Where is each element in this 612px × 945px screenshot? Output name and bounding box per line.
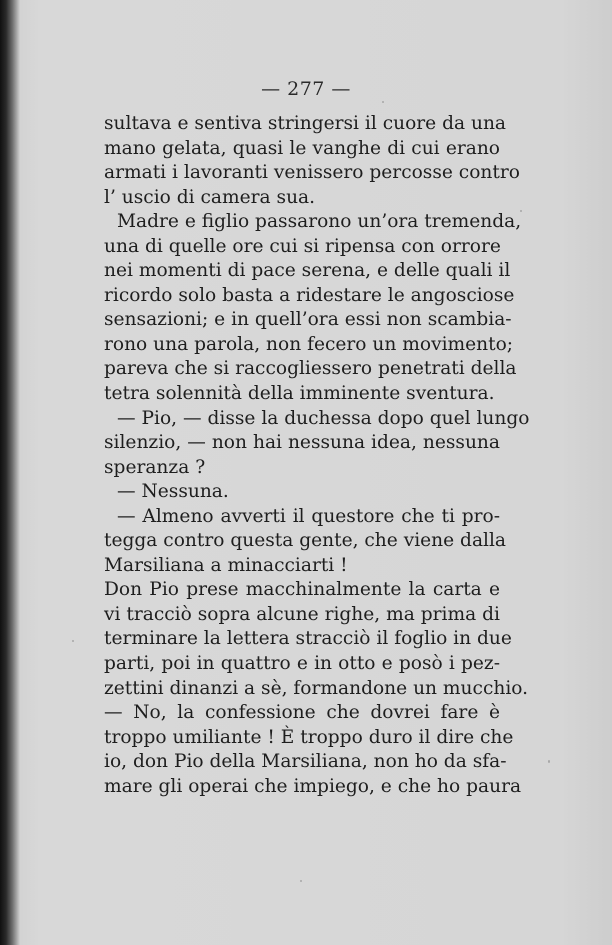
body-text — [104, 112, 530, 799]
paper-speck — [382, 101, 384, 103]
text-line: silenzio, — non hai nessuna idea, nessuna — [104, 432, 500, 454]
text-line: rono una parola, non fecero un movimento; — [104, 333, 514, 355]
text-line: tegga contro questa gente, che viene dalla — [104, 530, 507, 552]
text-line: io, don Pio della Marsiliana, non ho da sfa- — [104, 751, 507, 773]
text-line: sultava e sentiva stringersi il cuore da una — [104, 113, 507, 134]
text-line: armati i lavoranti venissero percosse contro — [104, 162, 520, 184]
text-line: — Pio, — disse la duchessa dopo quel lungo — [117, 407, 530, 429]
page-spine-shadow — [0, 0, 20, 945]
paper-speck — [300, 880, 302, 882]
page-number: — 277 — — [261, 78, 351, 100]
text-line: — No, la confessione che dovrei fare è — [104, 702, 500, 724]
text-line: mano gelata, quasi le vanghe di cui erano — [104, 137, 500, 159]
paper-speck — [72, 640, 74, 642]
text-line: tetra solennità della imminente sventura. — [104, 383, 495, 405]
paper-speck — [548, 760, 550, 763]
text-line: sensazioni; e in quell’ora essi non scambia- — [104, 309, 512, 331]
text-line: — Nessuna. — [117, 481, 229, 503]
text-line: mare gli operai che impiego, e che ho paura — [104, 775, 522, 797]
text-line: pareva che si raccogliessero penetrati della — [104, 358, 517, 380]
text-line: Madre e figlio passarono un’ora tremenda, — [117, 211, 522, 233]
text-line: terminare la lettera stracciò il foglio in due — [104, 628, 512, 650]
text-line: — Almeno avverti il questore che ti pro- — [117, 505, 500, 527]
text-line: nei momenti di pace serena, e delle quali il — [104, 260, 511, 282]
text-line: l’ uscio di camera sua. — [104, 186, 316, 208]
text-line: vi tracciò sopra alcune righe, ma prima di — [104, 603, 500, 625]
text-line: troppo umiliante ! È troppo duro il dire che — [104, 726, 514, 748]
text-line: Marsiliana a minacciarti ! — [104, 554, 348, 576]
text-line: Don Pio prese macchinalmente la carta e — [104, 579, 500, 601]
text-line: ricordo solo basta a ridestare le angosciose — [104, 284, 515, 306]
text-line: parti, poi in quattro e in otto e posò i pez- — [104, 653, 500, 675]
text-line: una di quelle ore cui si ripensa con orrore — [104, 235, 501, 257]
text-line: speranza ? — [104, 456, 206, 478]
text-line: zettini dinanzi a sè, formandone un mucchio. — [104, 677, 529, 699]
